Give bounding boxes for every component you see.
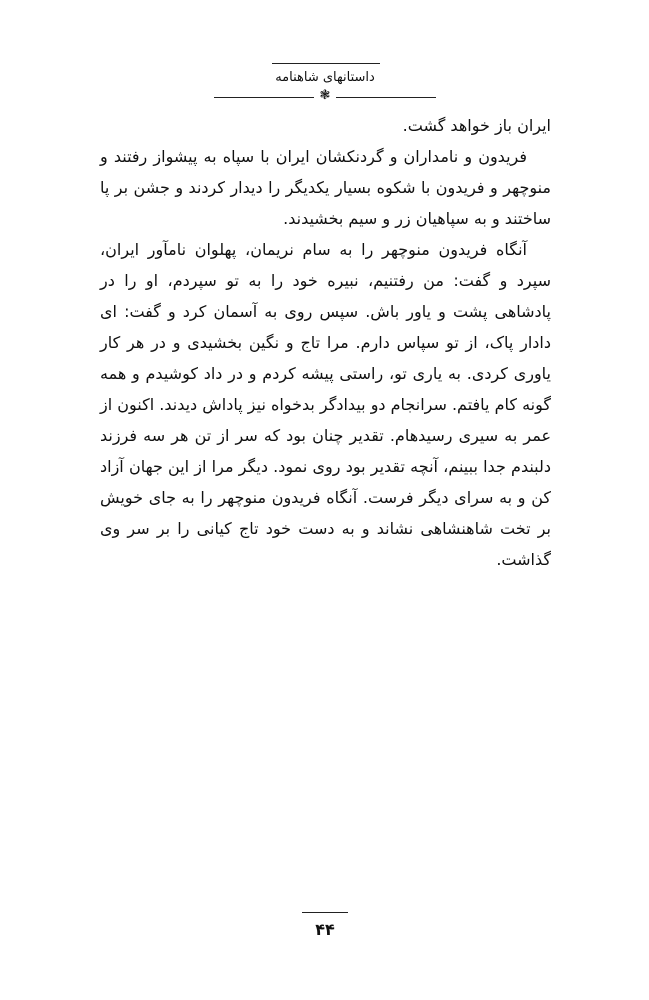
header-divider-rule-right — [336, 97, 436, 98]
flower-ornament-icon: ❃ — [319, 88, 331, 103]
page-footer — [300, 912, 350, 939]
body-text — [100, 110, 551, 575]
page-number: ۴۴ — [315, 920, 335, 939]
footer-rule — [302, 912, 348, 913]
header-title: داستانهای شاهنامه — [275, 70, 375, 85]
paragraph-3: آنگاه فریدون منوچهر را به سام نریمان، پهلوان نامآور ایران، سپرد و گفت: من رفتنیم، نبیره خود را به تو سپردم، او را در پادشاهی پشت و یاور باش. سپس روی به آسمان کرد و گفت: ای دادار پاک، از تو سپاس دارم. مرا تاج و نگین بخشیدی و در هر کار یاوری کردی. به یاری تو، راستی پیشه کردم و در داد کوشیدم و همه گونه کام یافتم. سرانجام دو بیدادگر بدخواه نیز پاداش دیدند. اکنون از عمر به سیری رسیدهام. تقدیر چنان بود که سر از تن هر سه فرزند دلبندم جدا ببینم، آنچه تقدیر بود روی نمود. دیگر مرا از این جهان آزاد کن و به سرای دیگر فرست. آنگاه فریدون منوچهر را به جای خویش بر تخت شاهنشاهی نشاند و به دست خود تاج کیانی را بر سر وی گذاشت. — [100, 240, 551, 569]
header-divider — [214, 88, 436, 103]
paragraph-2: فریدون و نامداران و گردنکشان ایران با سپاه به پیشواز رفتند و منوچهر و فریدون با شکوه بسیار یکدیگر را دیدار کردند و جشن بر پا ساختند و به سپاهیان زر و سیم بخشیدند. — [100, 147, 551, 228]
running-header — [214, 58, 436, 104]
header-top-rule — [272, 63, 380, 64]
header-divider-rule-left — [214, 97, 314, 98]
paragraph-1: ایران باز خواهد گشت. — [402, 116, 551, 135]
